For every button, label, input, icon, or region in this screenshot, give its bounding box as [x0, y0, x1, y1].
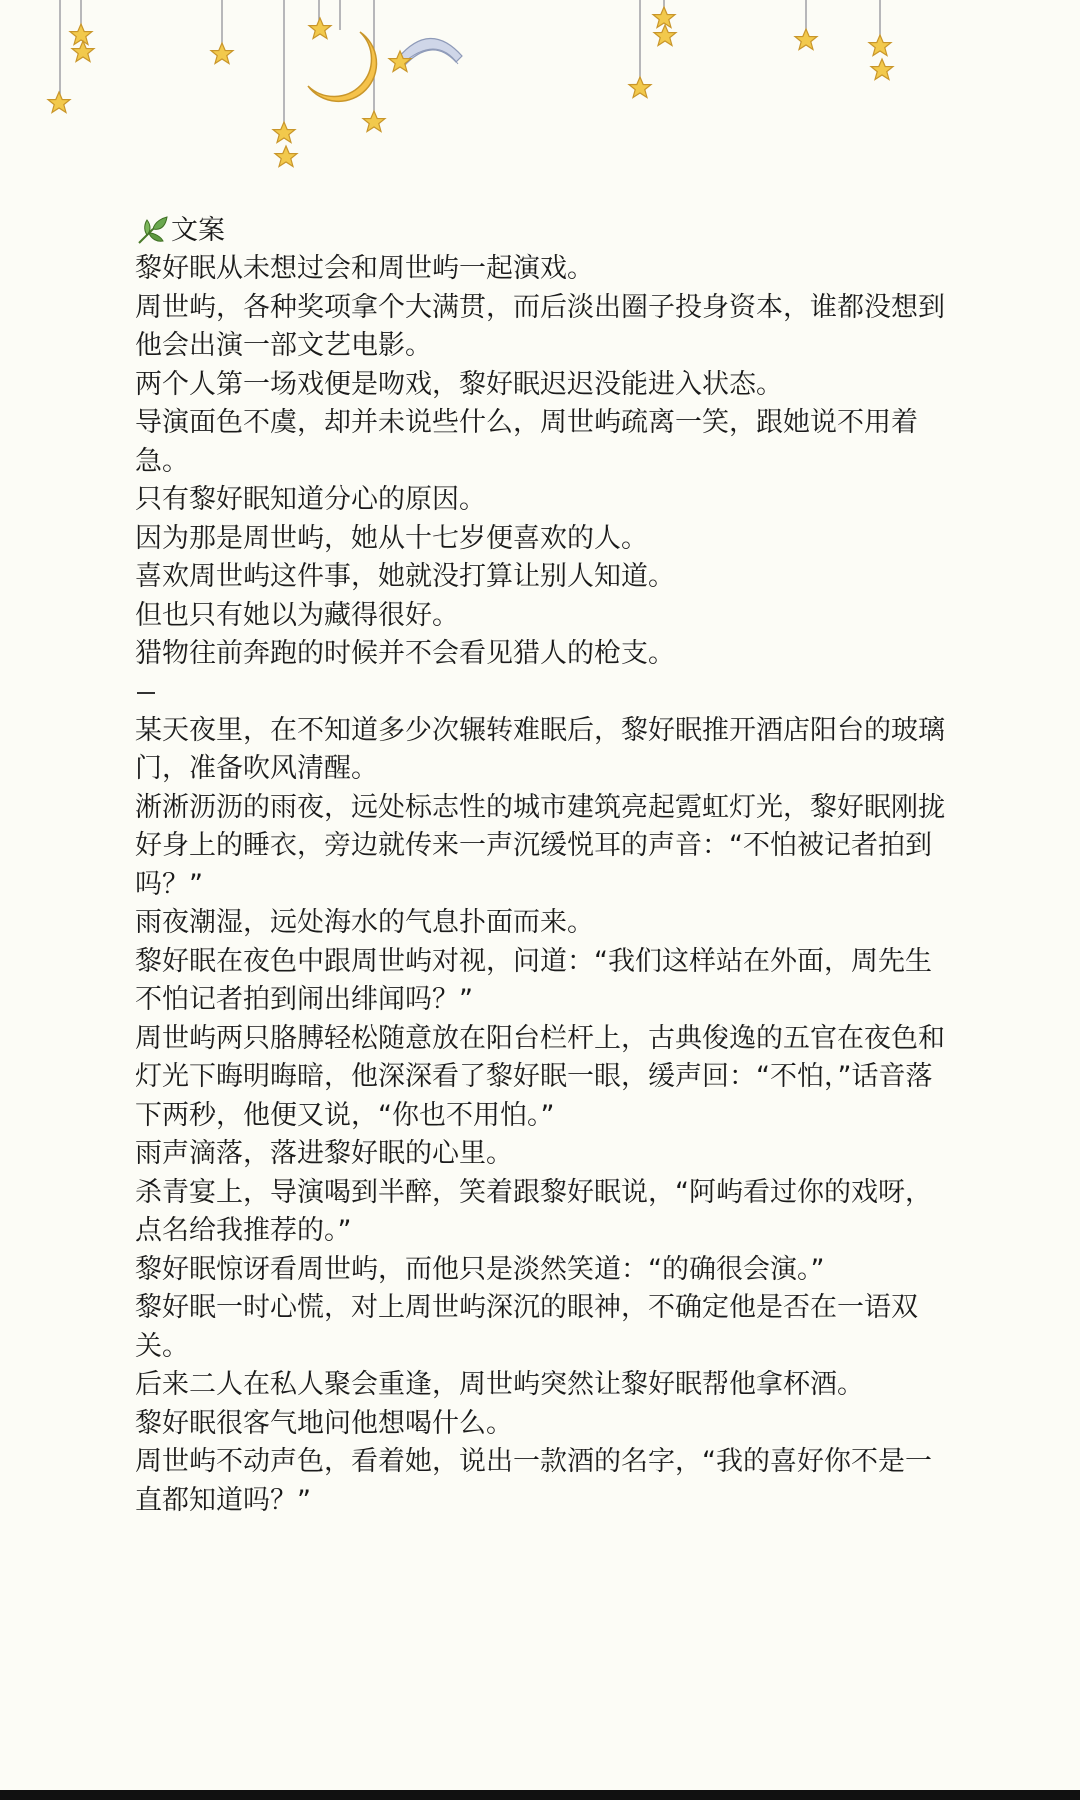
leaf-icon [135, 215, 169, 247]
paragraph: 淅淅沥沥的雨夜，远处标志性的城市建筑亮起霓虹灯光，黎好眠刚拢好身上的睡衣，旁边就传来一声沉缓悦耳的声音：“不怕被记者拍到吗？” [135, 791, 945, 900]
paragraph: 周世屿两只胳膊轻松随意放在阳台栏杆上，古典俊逸的五官在夜色和灯光下晦明晦暗，他深深看了黎好眠一眼，缓声回：“不怕，”话音落下两秒，他便又说，“你也不用怕。” [135, 1022, 945, 1131]
content-area [135, 212, 945, 1520]
paragraph: 黎好眠一时心慌，对上周世屿深沉的眼神，不确定他是否在一语双关。 [135, 1292, 918, 1362]
hanging-star-icon [629, 0, 651, 98]
paragraph: 黎好眠惊讶看周世屿，而他只是淡然笑道：“的确很会演。” [135, 1253, 825, 1285]
hanging-star-icon [273, 0, 297, 167]
section-title: 文案 [171, 215, 225, 246]
synopsis-part-1 [135, 250, 945, 674]
paragraph: 雨声滴落，落进黎好眠的心里。 [135, 1138, 513, 1169]
paragraph: 某天夜里，在不知道多少次辗转难眠后，黎好眠推开酒店阳台的玻璃门，准备吹风清醒。 [135, 714, 945, 784]
crescent-moon-icon [308, 0, 376, 101]
paragraph: 因为那是周世屿，她从十七岁便喜欢的人。 [135, 522, 648, 554]
paragraph: 猎物往前奔跑的时候并不会看见猎人的枪支。 [135, 638, 675, 669]
paragraph: 后来二人在私人聚会重逢，周世屿突然让黎好眠帮他拿杯酒。 [135, 1369, 864, 1400]
paragraph: 导演面色不虞，却并未说些什么，周世屿疏离一笑，跟她说不用着急。 [135, 407, 918, 477]
night-sky-decoration [0, 0, 1080, 200]
section-divider [137, 692, 155, 694]
paragraph: 周世屿不动声色，看着她，说出一款酒的名字，“我的喜好你不是一直都知道吗？” [135, 1446, 932, 1516]
paragraph: 雨夜潮湿，远处海水的气息扑面而来。 [135, 907, 594, 938]
paragraph: 黎好眠从未想过会和周世屿一起演戏。 [135, 253, 594, 284]
paragraph: 但也只有她以为藏得很好。 [135, 599, 459, 631]
paragraph: 喜欢周世屿这件事，她就没打算让别人知道。 [135, 561, 675, 592]
hanging-star-icon [48, 0, 70, 113]
hanging-star-icon [869, 0, 893, 80]
shooting-star-icon [389, 38, 462, 71]
hanging-star-icon [70, 0, 94, 62]
hanging-star-icon [795, 0, 817, 50]
paragraph: 周世屿，各种奖项拿个大满贯，而后淡出圈子投身资本，谁都没想到他会出演一部文艺电影。 [135, 291, 945, 361]
hanging-star-icon [309, 0, 331, 39]
synopsis-part-2 [135, 712, 945, 1521]
paragraph: 只有黎好眠知道分心的原因。 [135, 484, 486, 515]
section-heading [135, 212, 945, 250]
bottom-edge-bar [0, 1790, 1080, 1800]
hanging-star-icon [653, 0, 676, 46]
paragraph: 黎好眠在夜色中跟周世屿对视，问道：“我们这样站在外面，周先生不怕记者拍到闹出绯闻吗？” [135, 945, 932, 1015]
paragraph: 杀青宴上，导演喝到半醉，笑着跟黎好眠说，“阿屿看过你的戏呀，点名给我推荐的。” [135, 1176, 932, 1246]
paragraph: 两个人第一场戏便是吻戏，黎好眠迟迟没能进入状态。 [135, 368, 783, 400]
paragraph: 黎好眠很客气地问他想喝什么。 [135, 1407, 513, 1439]
hanging-star-icon [211, 0, 233, 64]
